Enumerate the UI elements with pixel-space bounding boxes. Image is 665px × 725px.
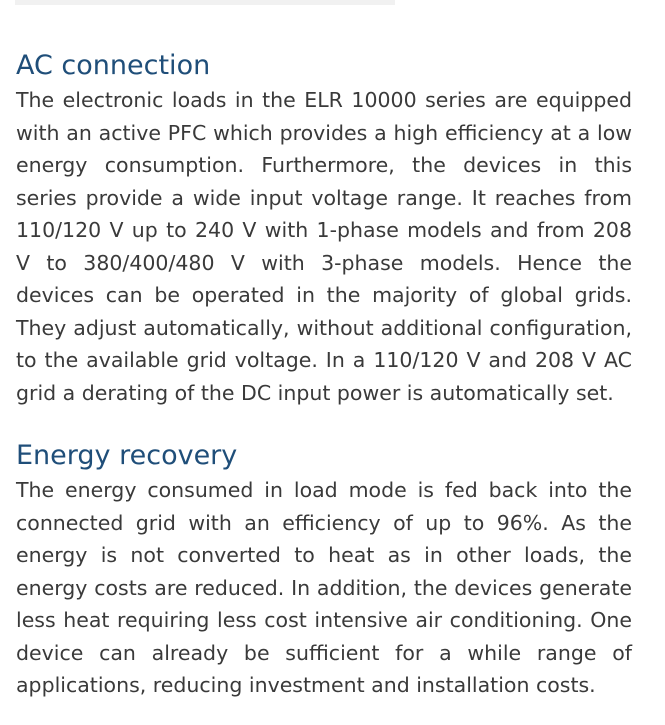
section-energy-recovery [16,438,632,702]
section-ac-connection [16,48,632,409]
section-body: The electronic loads in the ELR 10000 series are equipped with an active PFC which provides a high efficiency at a low energy consumption. Furthermore, the devices in this series provide a wide input voltage range. It reaches from 110/120 V up to 240 V with 1-phase models and from 208 V to 380/400/480 V with 3-phase models. Hence the devices can be operated in the majority of global grids. They adjust automatically, without additional configuration, to the available grid voltage. In a 110/120 V and 208 V AC grid a derating of the DC input power is automatically set. [16,88,632,405]
section-heading: Energy recovery [16,440,238,471]
top-divider [15,0,395,5]
section-heading: AC connection [16,50,211,81]
section-body: The energy consumed in load mode is fed back into the connected grid with an efficiency of up to 96%. As the energy is not converted to heat as in other loads, the energy costs are reduced. In addition, the devices generate less heat requiring less cost intensive air conditioning. One device can already be sufficient for a while range of applications, reducing investment and installation costs. [16,478,632,697]
